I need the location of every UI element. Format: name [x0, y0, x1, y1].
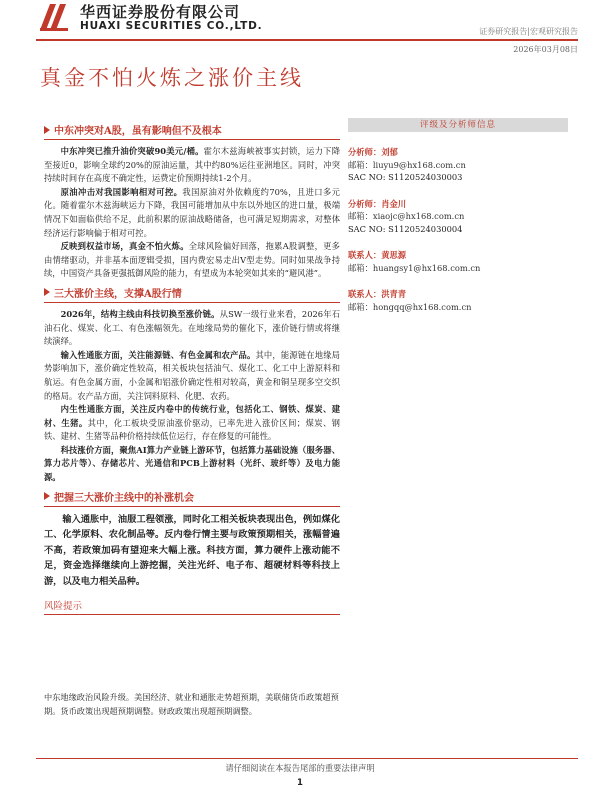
- paragraph: 输入性通胀方面，关注能源链、有色金属和农产品。其中，能源链在地缘局势影响加下，涨价确定性较高，相关板块包括油气、煤化工、化工中上游原料和航运。有色金属方面，小金属和铝涨价确定性相对较高，黄金和铜呈现多空交织的格局。农产品方面，关注饲料原料、化肥、农药。: [44, 349, 340, 401]
- contact-email[interactable]: 邮箱：huangsy1@hx168.com.cn: [348, 262, 481, 273]
- analyst-sidebar: [348, 118, 568, 313]
- analyst-sac: SAC NO: S1120524030003: [348, 172, 463, 182]
- company-name-en: HUAXI SECURITIES CO.,LTD.: [80, 20, 263, 32]
- risk-heading: 风险提示: [44, 598, 340, 615]
- paragraph: 原油冲击对我国影响相对可控。我国原油对外依赖度约70%，且进口多元化。随着霍尔木兹海峡运力下降，我国可能增加从中东以外地区的进口量，极端情况下如面临供给不足，此前积累的原油战略储备，也可满足短期需求，对整体经济运行影响偏于相对可控。: [44, 186, 340, 238]
- analyst-sac: SAC NO: S1120524030004: [348, 223, 463, 234]
- footer-divider: [36, 758, 578, 759]
- sidebar-heading: 评级及分析师信息: [348, 118, 568, 132]
- paragraph: 2026年，结构主线由科技切换至涨价链。从SW一级行业来看，2026年石油石化、煤炭、化工、有色涨幅领先。在地缘局势的催化下，涨价链行情或将继续演绎。: [44, 308, 341, 347]
- company-name-cn: 华西证券股份有限公司: [80, 3, 241, 21]
- risk-text: 中东地缘政治风险升级。美国经济、就业和通胀走势超预期，美联储货币政策超预期。货币政策出现超预期调整。财政政策出现超预期调整。: [44, 692, 339, 716]
- footer-disclaimer: 请仔细阅读在本报告尾部的重要法律声明: [225, 763, 375, 773]
- analyst-card: [348, 198, 568, 236]
- report-type: 证券研究报告|宏观研究报告: [479, 27, 578, 36]
- paragraph: 反映到权益市场，真金不怕火炼。全球风险偏好回落，拖累A股调整，更多由情绪驱动，并非基本面逻辑受损，国内费宏易走出V型走势。同时如果战争持续，中国资产具备更强抵御风险的能力，有望成为本轮突如其来的“避风港”。: [44, 241, 340, 279]
- analyst-email[interactable]: 邮箱：xiaojc@hx168.com.cn: [348, 211, 465, 221]
- paragraph: 科技涨价方面，聚焦AI算力产业链上游环节，包括算力基础设施（服务器、算力芯片等）、存储芯片、光通信和PCB上游材料（光纤、玻纤等）及电力能源。: [44, 444, 340, 483]
- triangle-bullet-icon: [44, 126, 50, 134]
- report-date: 2026年03月08日: [513, 45, 578, 54]
- main-content: [44, 118, 340, 619]
- paragraph: 中东冲突已推升油价突破90美元/桶。霍尔木兹海峡被事实封锁，运力下降至接近0，影响全球约20%的原油运量，其中约80%运往亚洲地区。同时，冲突持续时间存在高度不确定性，运费定价预期持续1-2个月。: [44, 146, 340, 184]
- contact-email[interactable]: 邮箱：hongqq@hx168.com.cn: [348, 301, 472, 312]
- analyst-name: 分析师：肖金川: [348, 198, 407, 209]
- section-heading: 三大涨价主线，支撑A股行情: [44, 285, 340, 303]
- paragraph: 输入通胀中，油服工程领涨，同时化工相关板块表现出色，例如煤化工、化学原料、农化制品等。反内卷行情主要与政策预期相关，涨幅普遍不高，若政策加码有望迎来大幅上涨。科技方面，算力硬件上涨动能不足，资金选择继续向上游挖掘，关注光纤、电子布、超硬材料等科技上游，以及电力相关品种。: [44, 513, 340, 588]
- company-logo-icon: [38, 2, 72, 32]
- analyst-email[interactable]: 邮箱：liuyu9@hx168.com.cn: [348, 159, 466, 170]
- page-number: 1: [297, 778, 303, 788]
- section-heading: 中东冲突对A股，虽有影响但不及根本: [44, 122, 340, 140]
- contact-card: [348, 288, 568, 313]
- triangle-bullet-icon: [44, 288, 50, 296]
- analyst-card: [348, 146, 568, 184]
- contact-name: 联系人：洪青青: [348, 289, 407, 299]
- section-heading: 把握三大涨价主线中的补涨机会: [44, 489, 340, 507]
- contact-card: [348, 249, 568, 274]
- analyst-name: 分析师：刘郁: [348, 147, 398, 157]
- page-title: 真金不怕火炼之涨价主线: [40, 66, 304, 90]
- header-divider: [36, 39, 578, 41]
- triangle-bullet-icon: [44, 492, 50, 500]
- contact-name: 联系人：黄思源: [348, 250, 407, 260]
- paragraph: 内生性通胀方面，关注反内卷中的传统行业，包括化工、钢铁、煤炭、建材、生猪。其中，化工板块受原油涨价驱动，已率先进入涨价区间；煤炭、钢铁、建材、生猪等品种价格持续低位运行，存在修复的可能性。: [44, 404, 340, 442]
